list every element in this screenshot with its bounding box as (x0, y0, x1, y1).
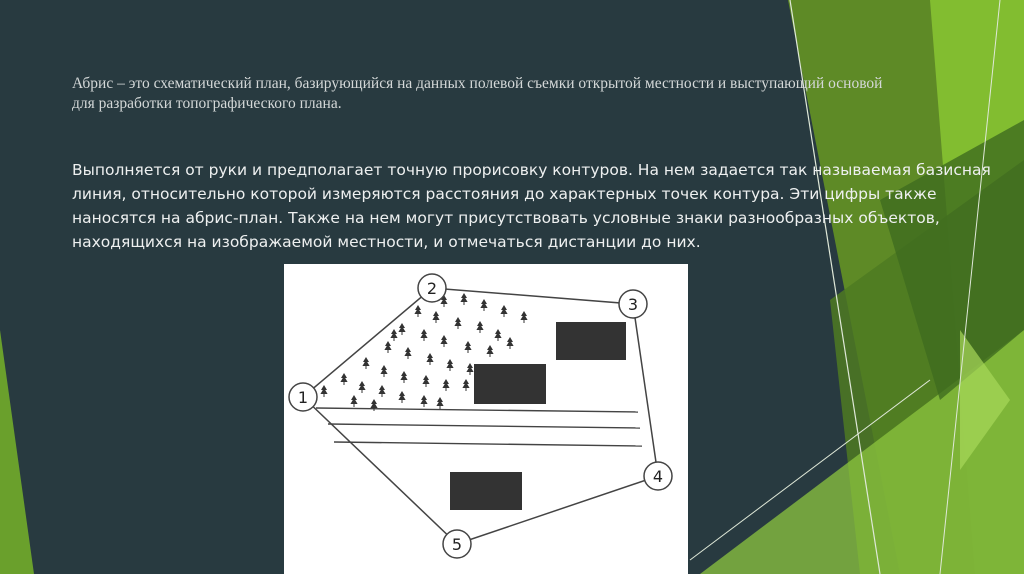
building (556, 322, 626, 360)
point-label: 1 (297, 388, 309, 407)
building (474, 364, 546, 404)
abris-diagram (284, 264, 688, 574)
point-3 (619, 290, 647, 318)
point-label: 2 (426, 279, 438, 298)
point-label: 5 (451, 535, 463, 554)
point-4 (644, 462, 672, 490)
point-5 (443, 530, 471, 558)
definition-paragraph: Абрис – это схематический план, базирующийся на данных полевой съемки открытой местности и выступающий основой для разработки топографического плана. (72, 75, 883, 112)
point-1 (289, 383, 317, 411)
description-paragraph: Выполняется от руки и предполагает точную прорисовку контуров. На нем задается так называемая базисная линия, относительно которой измеряются расстояния до характерных точек контура. Эти цифры также наносятся на абрис-план. Также на нем могут присутствовать условные знаки разнообразных объектов, находящихся на изображаемой местности, и отмечаться дистанции до них. (72, 161, 991, 251)
point-2 (418, 274, 446, 302)
point-label: 3 (627, 295, 639, 314)
building (450, 472, 522, 510)
point-label: 4 (652, 467, 664, 486)
